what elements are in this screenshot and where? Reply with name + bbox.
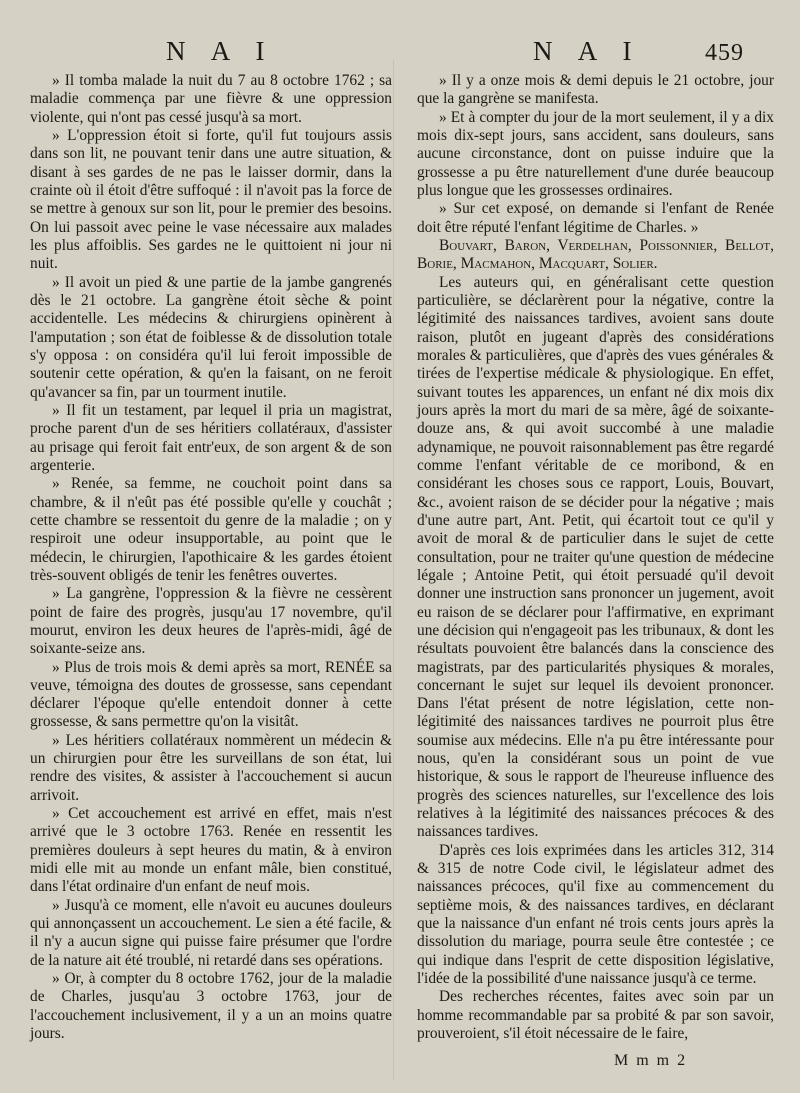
paragraph: » Renée, sa femme, ne couchoit point dans sa chambre, & il n'eût pas été possible qu'elle y couchât ; cette chambre se ressentoit du genre de la maladie ; on y respiroit une odeur insupportable, au point que le médecin, le chirurgien, l'apothicaire & les gardes étoient très-souvent obligés de tenir les fenêtres ouvertes. — [30, 475, 392, 584]
paragraph: » Cet accouchement est arrivé en effet, mais n'est arrivé que le 3 octobre 1763. Renée en ressentit les premières douleurs à sept heures du matin, & à environ midi elle mit au monde un enfant mâle, bien constitué, dans l'état ordinaire d'un enfant de neuf mois. — [30, 805, 392, 896]
paragraph: » Il tomba malade la nuit du 7 au 8 octobre 1762 ; sa maladie commença par une fièvre & une oppression violente, qui n'ont pas cessé jusqu'à sa mort. — [30, 72, 392, 126]
paragraph: » Et à compter du jour de la mort seulement, il y a dix mois dix-sept jours, sans accident, sans douleurs, sans aucune circonstance, dont on puisse induire que la grossesse a pu être naturellement d'une durée beaucoup plus longue que les grossesses ordinaires. — [417, 108, 774, 199]
paragraph: Les auteurs qui, en généralisant cette question particulière, se déclarèrent pour la négative, contre la légitimité des naissances tardives, avoient sans doute raison, plutôt en jugeant d'après des considérations morales & particulières, que d'après des vues générales & tirées de l'expertise médicale & physiologique. En effet, suivant toutes les apparences, un enfant né dix mois dix jours après la mort du mari de sa mère, âgé de soixante-douze ans, & qui avoit succombé à une maladie adynamique, ne pouvoit raisonnablement pas être regardé comme l'enfant véritable de ce moribond, & en considérant les choses sous ce rapport, Louis, Bouvart, &c., avoient raison de se décider pour la négative ; mais d'une autre part, Ant. Petit, qui écartoit tout ce qu'il y avoit de moral & de particulier dans le sujet de cette consultation, pour ne traiter qu'une question de médecine légale ; Antoine Petit, qui étoit persuadé qu'il devoit donner une instruction sans prononcer un jugement, avoit eu raison de se déclarer pour l'affirmative, en exprimant une décision qui n'engageoit pas les tribunaux, & dont les résultats pouvoient être balancés dans la conscience des magistrats, par des particularités physiques & morales, concernant le sujet sur lequel ils devoient prononcer. Dans l'état présent de notre législation, cette non-légitimité des naissances tardives ne pourroit plus être soumise aux médecins. Elle n'a pu être intéressante pour nous, qu'en la considérant sous un point de vue historique, & sous le rapport de l'heureuse influence des progrès des sciences naturelles, sur l'excellence des lois relatives à la légitimité des naissances précoces & des naissances tardives. — [417, 273, 774, 841]
column-gutter — [393, 60, 394, 1080]
paragraph: D'après ces lois exprimées dans les articles 312, 314 & 315 de notre Code civil, le législateur admet des naissances précoces, qu'il fixe au commencement du septième mois, & des naissances tardives, en déclarant que la naissance d'un enfant né trois cents jours après la dissolution du mariage, pourra seule être contestée ; ce qui indique dans l'esprit de cette disposition législative, l'idée de la possibilité d'une naissance jusqu'à ce terme. — [417, 841, 774, 988]
paragraph: » Les héritiers collatéraux nommèrent un médecin & un chirurgien pour être les surveillans de son état, lui rendre des visites, & assister à l'accouchement si aucun arrivoit. — [30, 731, 392, 804]
paragraph: » Il y a onze mois & demi depuis le 21 octobre, jour que la gangrène se manifesta. — [417, 72, 774, 108]
paragraph: » Or, à compter du 8 octobre 1762, jour de la maladie de Charles, jusqu'au 3 octobre 1763, jour de l'accouchement inclusivement, il y a un an moins quatre jours. — [30, 970, 392, 1043]
running-header — [0, 36, 800, 70]
paragraph: » La gangrène, l'oppression & la fièvre ne cessèrent point de faire des progrès, jusqu'au 17 novembre, qu'il mourut, environ les deux heures de l'après-midi, âgé de soixante-seize ans. — [30, 585, 392, 658]
signature-mark: M m m 2 — [614, 1052, 688, 1069]
signatories-list: Bouvart, Baron, Verdelhan, Poissonnier, Bellot, Borie, Macmahon, Macquart, Solier. — [417, 236, 774, 273]
paragraph: » Jusqu'à ce moment, elle n'avoit eu aucunes douleurs qui annonçassent un accouchement. Le sien a été facile, & il n'y a aucun signe qui puisse faire présumer que l'ordre de la nature ait été troublé, ni retardé dans ses opérations. — [30, 896, 392, 969]
paragraph: » Il avoit un pied & une partie de la jambe gangrenés dès le 21 octobre. La gangrène étoit sèche & point accidentelle. Les médecins & chirurgiens opinèrent à l'amputation ; son état de foiblesse & de dissolution totale s'y opposa : on considéra qu'il lui feroit impossible de soutenir cette opération, & qu'en la faisant, on ne feroit qu'avancer sa fin, par un tourment inutile. — [30, 273, 392, 401]
paragraph: » Il fit un testament, par lequel il pria un magistrat, proche parent d'un de ses héritiers collatéraux, d'assister au prisage qui feroit fait entr'eux, de son argent & de son argenterie. — [30, 401, 392, 474]
left-column — [30, 72, 392, 1043]
page-number: 459 — [705, 40, 744, 66]
paragraph: Des recherches récentes, faites avec soin par un homme recommandable par sa probité & par son savoir, prouveroient, s'il étoit nécessaire de le faire, — [417, 988, 774, 1043]
header-right-title: N A I — [533, 36, 642, 66]
paragraph: » Sur cet exposé, on demande si l'enfant de Renée doit être réputé l'enfant légitime de Charles. » — [417, 200, 774, 236]
paragraph: » L'oppression étoit si forte, qu'il fut toujours assis dans son lit, ne pouvant tenir dans une autre situation, & disant à ses gardes de ne pas le laisser dormir, dans la crainte où il étoit d'être suffoqué : il n'avoit pas la force de se mettre à genoux sur son lit, pour le premier des besoins. On lui passoit avec peine le vase nécessaire aux malades les plus affoiblis. Ses gardes ne le quittoient ni jour ni nuit. — [30, 126, 392, 273]
header-left-title: N A I — [166, 36, 275, 66]
right-column — [417, 72, 774, 1043]
paragraph: » Plus de trois mois & demi après sa mort, RENÉE sa veuve, témoigna des doutes de grossesse, sans cependant déclarer l'époque qu'elle entendoit donner à cette grossesse, & sans permettre qu'on la visitât. — [30, 658, 392, 731]
